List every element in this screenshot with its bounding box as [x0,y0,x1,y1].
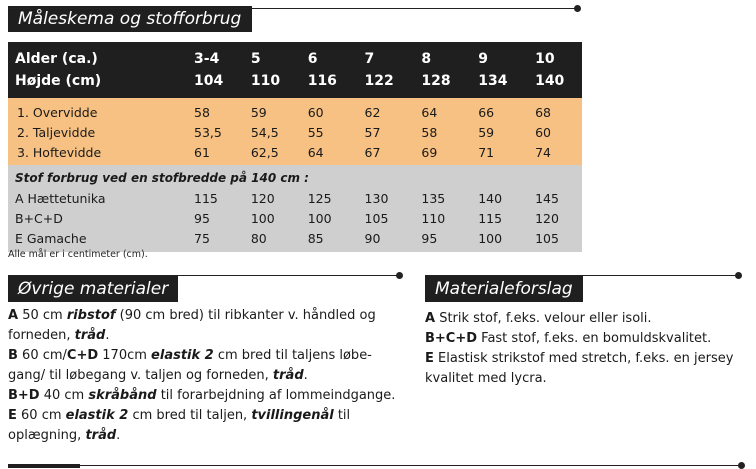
fabric-value: 80 [241,228,298,252]
age-value: 8 [411,42,468,70]
text-line [425,369,750,389]
measurement-label: 1. Overvidde [8,98,184,122]
measurement-value: 74 [525,142,582,165]
height-value: 116 [298,70,355,98]
material-name: tråd [74,328,106,343]
height-label: Højde (cm) [8,70,184,98]
fabric-value: 130 [355,188,412,208]
text-run: 60 cm [16,408,66,423]
fabric-value: 145 [525,188,582,208]
height-row [8,70,582,98]
text-run: gang/ til løbegang v. taljen og forneden, [8,368,273,383]
age-row [8,42,582,70]
next-section-banner-edge [8,464,80,468]
material-suggestions-rule [425,275,739,276]
measurement-value: 69 [411,142,468,165]
material-name: tvillingenål [251,408,334,423]
fabric-value: 100 [468,228,525,252]
text-run: cm bred til taljen, [128,408,252,423]
fabric-value: 100 [298,208,355,228]
item-key: E [425,351,434,366]
age-value: 10 [525,42,582,70]
text-line [425,329,750,349]
item-key: B+D [8,388,40,403]
size-table [8,42,582,252]
other-materials-text [8,306,408,446]
text-line [425,309,750,329]
text-run: forneden, [8,328,75,343]
measurement-value: 58 [411,122,468,142]
text-line [8,306,408,326]
fabric-value: 95 [411,228,468,252]
rule-end-dot [574,5,581,12]
measurement-value: 55 [298,122,355,142]
material-name: elastik 2 [65,408,129,423]
text-run: cm bred til taljens løbe- [213,348,372,363]
text-run: . [105,328,110,343]
measurement-value: 64 [411,98,468,122]
fabric-label: B+C+D [8,208,184,228]
text-line [8,426,408,446]
measurement-value: 60 [525,122,582,142]
fabric-value: 105 [525,228,582,252]
material-suggestions-text [425,309,750,389]
measurement-value: 62,5 [241,142,298,165]
text-run: Fast stof, f.eks. en bomuldskvalitet. [477,331,712,346]
text-run: til [333,408,351,423]
measurement-value: 71 [468,142,525,165]
height-value: 128 [411,70,468,98]
fabric-value: 120 [525,208,582,228]
fabric-value: 95 [184,208,241,228]
measurement-value: 62 [355,98,412,122]
height-value: 134 [468,70,525,98]
measurement-value: 59 [241,98,298,122]
measurement-value: 54,5 [241,122,298,142]
item-key: B+C+D [425,331,478,346]
fabric-value: 120 [241,188,298,208]
fabric-label: A Hættetunika [8,188,184,208]
other-materials-rule [8,275,400,276]
measurement-value: 64 [298,142,355,165]
fabric-value: 100 [241,208,298,228]
material-name: tråd [85,428,117,443]
height-value: 140 [525,70,582,98]
text-run: kvalitet med lycra. [425,371,547,386]
text-run: (90 cm bred) til ribkanter v. håndled og [115,308,376,323]
fabric-row [8,208,582,228]
measurement-value: 68 [525,98,582,122]
age-value: 3-4 [184,42,241,70]
text-run: . [116,428,121,443]
fabric-title-row [8,165,582,188]
measurement-value: 67 [355,142,412,165]
material-name: ribstof [66,308,116,323]
measurement-label: 2. Taljevidde [8,122,184,142]
height-value: 104 [184,70,241,98]
fabric-row [8,188,582,208]
text-run: 50 cm [18,308,67,323]
text-run: til forarbejdning af lommeindgange. [156,388,396,403]
measurement-row [8,142,582,165]
material-name: tråd [272,368,304,383]
item-key: B [8,348,18,363]
age-value: 9 [468,42,525,70]
measurement-value: 61 [184,142,241,165]
text-line [8,366,408,386]
size-chart-title: Måleskema og stofforbrug [8,6,252,32]
measurement-label: 3. Hoftevidde [8,142,184,165]
fabric-value: 110 [411,208,468,228]
measurement-value: 59 [468,122,525,142]
measurement-value: 57 [355,122,412,142]
text-run: . [303,368,308,383]
measurement-value: 60 [298,98,355,122]
text-line [8,386,408,406]
rule-end-dot [396,272,403,279]
text-line [8,346,408,366]
measurement-value: 66 [468,98,525,122]
fabric-value: 105 [355,208,412,228]
fabric-value: 75 [184,228,241,252]
age-label: Alder (ca.) [8,42,184,70]
fabric-value: 115 [184,188,241,208]
text-run: 60 cm/ [17,348,67,363]
height-value: 122 [355,70,412,98]
bottom-rule [80,465,740,466]
age-value: 5 [241,42,298,70]
text-line [8,326,408,346]
material-name: skråbånd [88,388,157,403]
item-key: C+D [66,348,99,363]
item-key: A [425,311,436,326]
measurement-row [8,122,582,142]
fabric-value: 115 [468,208,525,228]
age-value: 6 [298,42,355,70]
item-key: A [8,308,19,323]
units-note: Alle mål er i centimeter (cm). [8,249,148,260]
rule-end-dot [735,272,742,279]
fabric-label: E Gamache [8,228,184,252]
material-name: elastik 2 [151,348,214,363]
text-run: 170cm [98,348,152,363]
fabric-value: 85 [298,228,355,252]
measurement-value: 53,5 [184,122,241,142]
material-suggestions-title: Materialeforslag [425,276,583,302]
fabric-value: 135 [411,188,468,208]
other-materials-title: Øvrige materialer [8,276,178,302]
text-run: Elastisk strikstof med stretch, f.eks. en jersey [433,351,734,366]
text-run: 40 cm [39,388,89,403]
text-line [425,349,750,369]
age-value: 7 [355,42,412,70]
fabric-value: 90 [355,228,412,252]
text-run: oplægning, [8,428,86,443]
measurement-value: 58 [184,98,241,122]
measurement-row [8,98,582,122]
fabric-title: Stof forbrug ved en stofbredde på 140 cm : [8,165,582,188]
fabric-value: 125 [298,188,355,208]
text-run: Strik stof, f.eks. velour eller isoli. [435,311,652,326]
item-key: E [8,408,17,423]
height-value: 110 [241,70,298,98]
fabric-value: 140 [468,188,525,208]
size-chart-rule [8,8,576,9]
text-line [8,406,408,426]
